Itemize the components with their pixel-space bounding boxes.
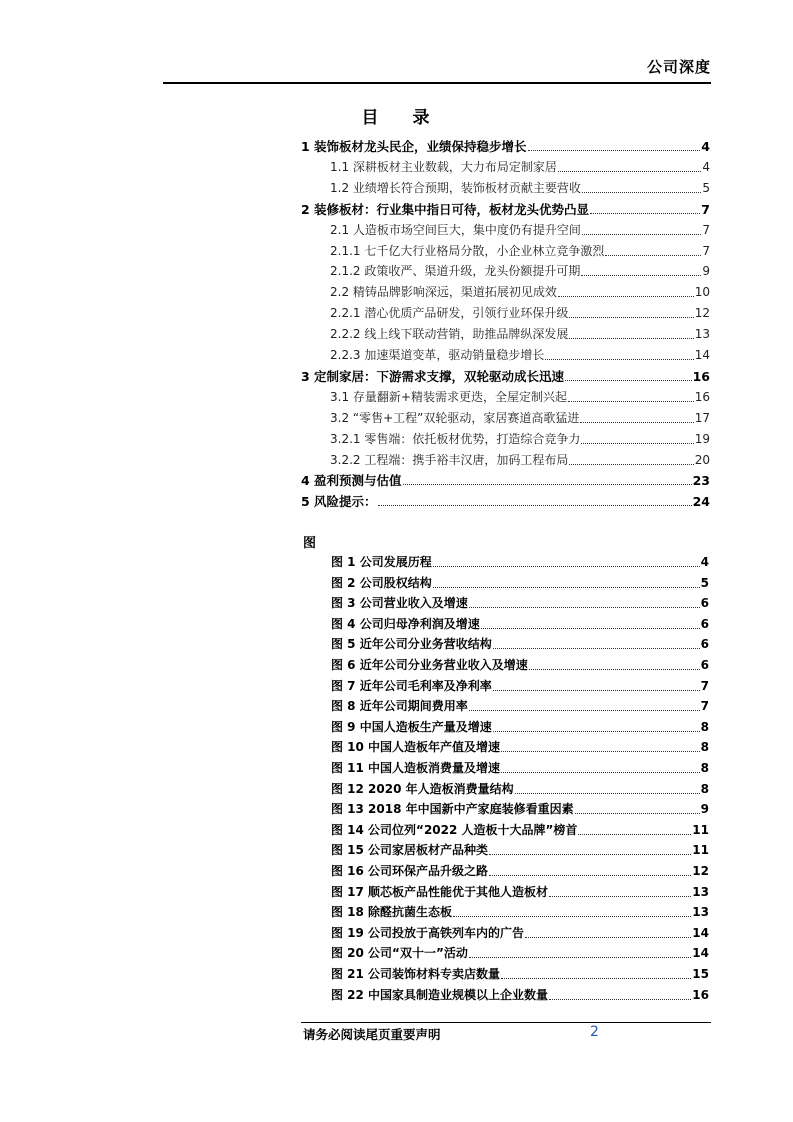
figure-entry[interactable] bbox=[331, 841, 709, 860]
figure-entry[interactable] bbox=[331, 780, 709, 799]
entry-page-number: 14 bbox=[692, 946, 709, 960]
dot-leader bbox=[569, 463, 693, 465]
dot-leader bbox=[501, 771, 700, 773]
entry-text: 2.2.3 加速渠道变革，驱动销量稳步增长 bbox=[330, 348, 545, 362]
toc-entry[interactable] bbox=[330, 346, 710, 365]
dot-leader bbox=[525, 936, 691, 938]
toc-entry[interactable] bbox=[330, 409, 710, 428]
entry-text: 1.2 业绩增长符合预期，装饰板材贡献主要营收 bbox=[330, 181, 581, 195]
entry-page-number: 17 bbox=[694, 411, 710, 425]
entry-text: 图 8 近年公司期间费用率 bbox=[331, 699, 468, 713]
entry-text: 3.2.2 工程端：携手裕丰汉唐，加码工程布局 bbox=[330, 453, 569, 467]
figure-entry[interactable] bbox=[331, 738, 709, 757]
dot-leader bbox=[545, 358, 693, 360]
entry-text: 图 4 公司归母净利润及增速 bbox=[331, 617, 480, 631]
figure-entry[interactable] bbox=[331, 800, 709, 819]
entry-text: 图 2 公司股权结构 bbox=[331, 576, 432, 590]
toc-entry[interactable] bbox=[330, 158, 710, 177]
toc-entry[interactable] bbox=[330, 283, 710, 302]
entry-text: 图 5 近年公司分业务营收结构 bbox=[331, 637, 492, 651]
figure-entry[interactable] bbox=[331, 924, 709, 943]
entry-text: 2.1.2 政策收严、渠道升级，龙头份额提升可期 bbox=[330, 264, 581, 278]
figure-entry[interactable] bbox=[331, 656, 709, 675]
figure-entry[interactable] bbox=[331, 718, 709, 737]
entry-text: 图 3 公司营业收入及增速 bbox=[331, 596, 468, 610]
entry-text: 1 装饰板材龙头民企，业绩保持稳步增长 bbox=[301, 139, 527, 154]
dot-leader bbox=[565, 379, 692, 381]
toc-entry[interactable] bbox=[330, 262, 710, 281]
entry-page-number: 7 bbox=[701, 202, 710, 217]
dot-leader bbox=[469, 709, 700, 711]
dot-leader bbox=[549, 895, 691, 897]
entry-page-number: 9 bbox=[700, 802, 709, 816]
page-number: 2 bbox=[590, 1024, 599, 1040]
header-label: 公司深度 bbox=[646, 58, 711, 76]
entry-text: 图 14 公司位列“2022 人造板十大品牌”榜首 bbox=[331, 823, 578, 837]
dot-leader bbox=[453, 915, 691, 917]
entry-page-number: 9 bbox=[702, 264, 710, 278]
dot-leader bbox=[469, 606, 700, 608]
header-rule bbox=[163, 82, 711, 84]
entry-page-number: 16 bbox=[692, 988, 709, 1002]
dot-leader bbox=[558, 170, 701, 172]
figure-entry[interactable] bbox=[331, 615, 709, 634]
dot-leader bbox=[378, 504, 692, 506]
entry-text: 图 7 近年公司毛利率及净利率 bbox=[331, 679, 492, 693]
entry-page-number: 7 bbox=[700, 699, 709, 713]
entry-text: 1.1 深耕板材主业数载，大力布局定制家居 bbox=[330, 160, 557, 174]
entry-text: 2.2 精铸品牌影响深远，渠道拓展初见成效 bbox=[330, 285, 557, 299]
entry-text: 3.2 “零售+工程”双轮驱动，家居赛道高歌猛进 bbox=[330, 411, 580, 425]
entry-text: 2.2.2 线上线下联动营销，助推品牌纵深发展 bbox=[330, 327, 569, 341]
entry-text: 3.1 存量翻新+精装需求更迭，全屋定制兴起 bbox=[330, 390, 567, 404]
toc-title-wrap bbox=[0, 103, 793, 128]
entry-page-number: 11 bbox=[692, 823, 709, 837]
entry-page-number: 12 bbox=[694, 306, 710, 320]
entry-page-number: 8 bbox=[700, 740, 709, 754]
dot-leader bbox=[481, 627, 700, 629]
dot-leader bbox=[489, 853, 691, 855]
figure-entry[interactable] bbox=[331, 574, 709, 593]
figure-entry[interactable] bbox=[331, 965, 709, 984]
toc-entry[interactable] bbox=[330, 325, 710, 344]
entry-text: 图 22 中国家具制造业规模以上企业数量 bbox=[331, 988, 549, 1002]
figure-entry[interactable] bbox=[331, 677, 709, 696]
dot-leader bbox=[501, 750, 700, 752]
dot-leader bbox=[569, 316, 693, 318]
entry-text: 2.1.1 七千亿大行业格局分散，小企业林立竞争激烈 bbox=[330, 244, 605, 258]
entry-page-number: 24 bbox=[692, 494, 710, 509]
figure-entry[interactable] bbox=[331, 903, 709, 922]
figure-entry[interactable] bbox=[331, 821, 709, 840]
entry-text: 图 12 2020 年人造板消费量结构 bbox=[331, 782, 514, 796]
toc-entry[interactable] bbox=[301, 137, 710, 156]
entry-page-number: 8 bbox=[700, 720, 709, 734]
toc-entry[interactable] bbox=[330, 179, 710, 198]
entry-page-number: 14 bbox=[694, 348, 710, 362]
figure-entry[interactable] bbox=[331, 862, 709, 881]
dot-leader bbox=[581, 274, 701, 276]
entry-page-number: 6 bbox=[700, 596, 709, 610]
entry-page-number: 6 bbox=[700, 617, 709, 631]
toc-entry[interactable] bbox=[301, 200, 710, 219]
dot-leader bbox=[568, 400, 694, 402]
toc-entry[interactable] bbox=[301, 492, 710, 511]
toc-title: 目 录 bbox=[361, 108, 444, 128]
entry-text: 2.1 人造板市场空间巨大，集中度仍有提升空间 bbox=[330, 223, 581, 237]
figure-entry[interactable] bbox=[331, 759, 709, 778]
entry-text: 3 定制家居：下游需求支撑，双轮驱动成长迅速 bbox=[301, 369, 565, 384]
figure-entry[interactable] bbox=[331, 944, 709, 963]
entry-page-number: 12 bbox=[692, 864, 709, 878]
figure-entry[interactable] bbox=[331, 635, 709, 654]
toc-entry[interactable] bbox=[330, 451, 710, 470]
dot-leader bbox=[549, 998, 691, 1000]
figure-entry[interactable] bbox=[331, 986, 709, 1005]
footer-disclaimer: 请务必阅读尾页重要声明 bbox=[303, 1027, 441, 1042]
footer-rule bbox=[301, 1022, 711, 1023]
entry-text: 图 16 公司环保产品升级之路 bbox=[331, 864, 489, 878]
entry-page-number: 23 bbox=[692, 473, 710, 488]
entry-text: 图 19 公司投放于高铁列车内的广告 bbox=[331, 926, 525, 940]
entry-text: 图 15 公司家居板材产品种类 bbox=[331, 843, 489, 857]
dot-leader bbox=[403, 483, 692, 485]
toc-entry[interactable] bbox=[330, 304, 710, 323]
entry-text: 图 18 除醛抗菌生态板 bbox=[331, 905, 453, 919]
entry-page-number: 6 bbox=[700, 658, 709, 672]
entry-page-number: 13 bbox=[692, 885, 709, 899]
entry-page-number: 5 bbox=[702, 181, 710, 195]
entry-text: 图 6 近年公司分业务营业收入及增速 bbox=[331, 658, 528, 672]
toc-entry[interactable] bbox=[330, 388, 710, 407]
entry-text: 图 11 中国人造板消费量及增速 bbox=[331, 761, 501, 775]
entry-page-number: 13 bbox=[692, 905, 709, 919]
entry-text: 2.2.1 潜心优质产品研发，引领行业环保升级 bbox=[330, 306, 569, 320]
dot-leader bbox=[515, 792, 700, 794]
dot-leader bbox=[605, 254, 701, 256]
dot-leader bbox=[580, 421, 693, 423]
entry-page-number: 6 bbox=[700, 637, 709, 651]
entry-text: 图 21 公司装饰材料专卖店数量 bbox=[331, 967, 501, 981]
dot-leader bbox=[433, 565, 700, 567]
dot-leader bbox=[501, 977, 691, 979]
entry-text: 图 17 顺芯板产品性能优于其他人造板材 bbox=[331, 885, 549, 899]
entry-page-number: 7 bbox=[700, 679, 709, 693]
figure-entry[interactable] bbox=[331, 594, 709, 613]
toc-entry[interactable] bbox=[301, 471, 710, 490]
entry-page-number: 19 bbox=[694, 432, 710, 446]
dot-leader bbox=[578, 833, 691, 835]
dot-leader bbox=[581, 442, 693, 444]
dot-leader bbox=[558, 295, 694, 297]
entry-page-number: 7 bbox=[702, 223, 710, 237]
entry-page-number: 11 bbox=[692, 843, 709, 857]
dot-leader bbox=[582, 191, 701, 193]
dot-leader bbox=[569, 337, 693, 339]
entry-text: 图 1 公司发展历程 bbox=[331, 555, 432, 569]
entry-text: 图 20 公司“双十一”活动 bbox=[331, 946, 468, 960]
entry-page-number: 14 bbox=[692, 926, 709, 940]
dot-leader bbox=[575, 812, 700, 814]
entry-page-number: 15 bbox=[692, 967, 709, 981]
entry-page-number: 4 bbox=[702, 160, 710, 174]
dot-leader bbox=[493, 730, 700, 732]
entry-page-number: 20 bbox=[694, 453, 710, 467]
figure-entry[interactable] bbox=[331, 697, 709, 716]
figure-entry[interactable] bbox=[331, 553, 709, 572]
entry-page-number: 13 bbox=[694, 327, 710, 341]
toc-entry[interactable] bbox=[330, 430, 710, 449]
entry-text: 5 风险提示： bbox=[301, 494, 377, 509]
entry-text: 2 装修板材：行业集中指日可待，板材龙头优势凸显 bbox=[301, 202, 590, 217]
entry-page-number: 8 bbox=[700, 761, 709, 775]
entry-page-number: 16 bbox=[694, 390, 710, 404]
entry-page-number: 4 bbox=[700, 555, 709, 569]
dot-leader bbox=[590, 212, 700, 214]
entry-page-number: 7 bbox=[702, 244, 710, 258]
entry-page-number: 10 bbox=[694, 285, 710, 299]
entry-page-number: 5 bbox=[700, 576, 709, 590]
entry-text: 图 9 中国人造板生产量及增速 bbox=[331, 720, 492, 734]
toc-entry[interactable] bbox=[330, 242, 710, 261]
entry-text: 图 13 2018 年中国新中产家庭装修看重因素 bbox=[331, 802, 574, 816]
entry-text: 图 10 中国人造板年产值及增速 bbox=[331, 740, 501, 754]
toc-entry[interactable] bbox=[330, 221, 710, 240]
dot-leader bbox=[528, 149, 701, 151]
entry-page-number: 16 bbox=[692, 369, 710, 384]
dot-leader bbox=[582, 233, 701, 235]
dot-leader bbox=[493, 647, 700, 649]
dot-leader bbox=[489, 874, 691, 876]
dot-leader bbox=[529, 668, 700, 670]
dot-leader bbox=[433, 586, 700, 588]
figure-entry[interactable] bbox=[331, 883, 709, 902]
figures-heading: 图 bbox=[303, 536, 317, 551]
entry-text: 4 盈利预测与估值 bbox=[301, 473, 402, 488]
toc-entry[interactable] bbox=[301, 367, 710, 386]
dot-leader bbox=[493, 689, 700, 691]
dot-leader bbox=[469, 956, 691, 958]
entry-page-number: 8 bbox=[700, 782, 709, 796]
entry-page-number: 4 bbox=[701, 139, 710, 154]
entry-text: 3.2.1 零售端：依托板材优势，打造综合竞争力 bbox=[330, 432, 581, 446]
